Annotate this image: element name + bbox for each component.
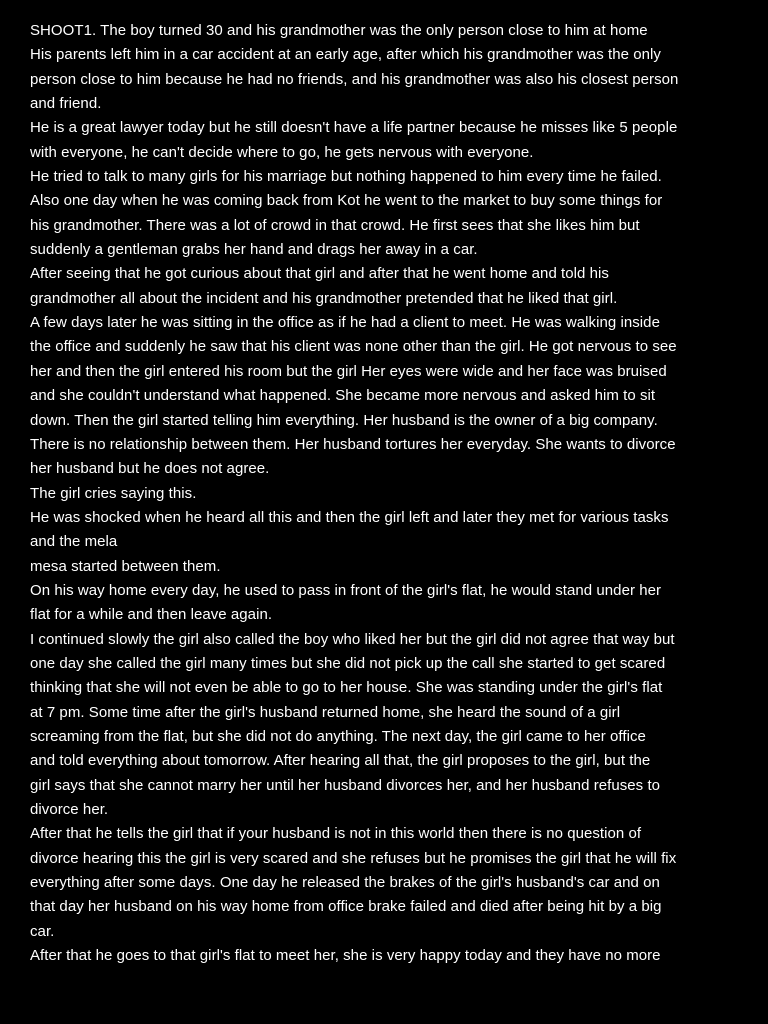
text-line: car. bbox=[30, 922, 55, 940]
text-line: that day her husband on his way home from office brake failed and died after being hit by a big bbox=[30, 898, 662, 916]
text-line: and the mela bbox=[30, 533, 118, 551]
text-line: one day she called the girl many times but she did not pick up the call she started to get scared bbox=[30, 654, 666, 672]
text-line: the office and suddenly he saw that his client was none other than the girl. He got nervous to see bbox=[30, 338, 677, 356]
text-line: screaming from the flat, but she did not do anything. The next day, the girl came to her office bbox=[30, 727, 646, 745]
text-line: He was shocked when he heard all this and then the girl left and later they met for various tasks bbox=[30, 508, 669, 526]
text-line: The girl cries saying this. bbox=[30, 484, 197, 502]
text-line: girl says that she cannot marry her until her husband divorces her, and her husband refuses to bbox=[30, 776, 661, 794]
text-line: and she couldn't understand what happened. She became more nervous and asked him to sit bbox=[30, 387, 656, 405]
text-line: SHOOT1. The boy turned 30 and his grandmother was the only person close to him at home bbox=[30, 22, 648, 39]
text-line: After that he goes to that girl's flat to meet her, she is very happy today and they have no more bbox=[30, 947, 661, 965]
text-line: with everyone, he can't decide where to go, he gets nervous with everyone. bbox=[30, 143, 534, 161]
text-line: He is a great lawyer today but he still doesn't have a life partner because he misses like 5 people bbox=[30, 119, 678, 137]
text-line: His parents left him in a car accident at an early age, after which his grandmother was the only bbox=[30, 46, 661, 64]
text-line: A few days later he was sitting in the office as if he had a client to meet. He was walking inside bbox=[30, 314, 660, 332]
text-line: down. Then the girl started telling him everything. Her husband is the owner of a big company. bbox=[30, 411, 658, 429]
text-line: mesa started between them. bbox=[30, 557, 221, 575]
text-line: her husband but he does not agree. bbox=[30, 460, 270, 478]
text-line: her and then the girl entered his room but the girl Her eyes were wide and her face was bruised bbox=[30, 362, 667, 380]
text-line: person close to him because he had no friends, and his grandmother was also his closest person bbox=[30, 70, 679, 88]
text-line: Also one day when he was coming back from Kot he went to the market to buy some things for bbox=[30, 192, 663, 210]
text-line: I continued slowly the girl also called the boy who liked her but the girl did not agree that way but bbox=[30, 630, 675, 648]
text-line: After seeing that he got curious about that girl and after that he went home and told his bbox=[30, 265, 609, 283]
text-line: his grandmother. There was a lot of crowd in that crowd. He first sees that she likes him but bbox=[30, 216, 640, 234]
text-line: After that he tells the girl that if your husband is not in this world then there is no question of bbox=[30, 825, 642, 843]
text-line: There is no relationship between them. Her husband tortures her everyday. She wants to divorce bbox=[30, 435, 676, 453]
text-line: divorce hearing this the girl is very scared and she refuses but he promises the girl that he will fix bbox=[30, 849, 677, 867]
text-line: grandmother all about the incident and his grandmother pretended that he liked that girl. bbox=[30, 289, 618, 307]
text-line: suddenly a gentleman grabs her hand and drags her away in a car. bbox=[30, 241, 478, 259]
story-text bbox=[30, 19, 742, 968]
text-line: flat for a while and then leave again. bbox=[30, 606, 273, 624]
text-line: divorce her. bbox=[30, 801, 109, 818]
text-line: thinking that she will not even be able to go to her house. She was standing under the girl's flat bbox=[30, 679, 663, 697]
text-line: He tried to talk to many girls for his marriage but nothing happened to him every time he failed. bbox=[30, 168, 662, 186]
text-line: On his way home every day, he used to pass in front of the girl's flat, he would stand under her bbox=[30, 581, 662, 599]
text-line: and told everything about tomorrow. After hearing all that, the girl proposes to the girl, but the bbox=[30, 752, 651, 770]
text-line: at 7 pm. Some time after the girl's husband returned home, she heard the sound of a girl bbox=[30, 703, 621, 721]
text-line: everything after some days. One day he released the brakes of the girl's husband's car and on bbox=[30, 874, 660, 892]
text-line: and friend. bbox=[30, 95, 102, 113]
